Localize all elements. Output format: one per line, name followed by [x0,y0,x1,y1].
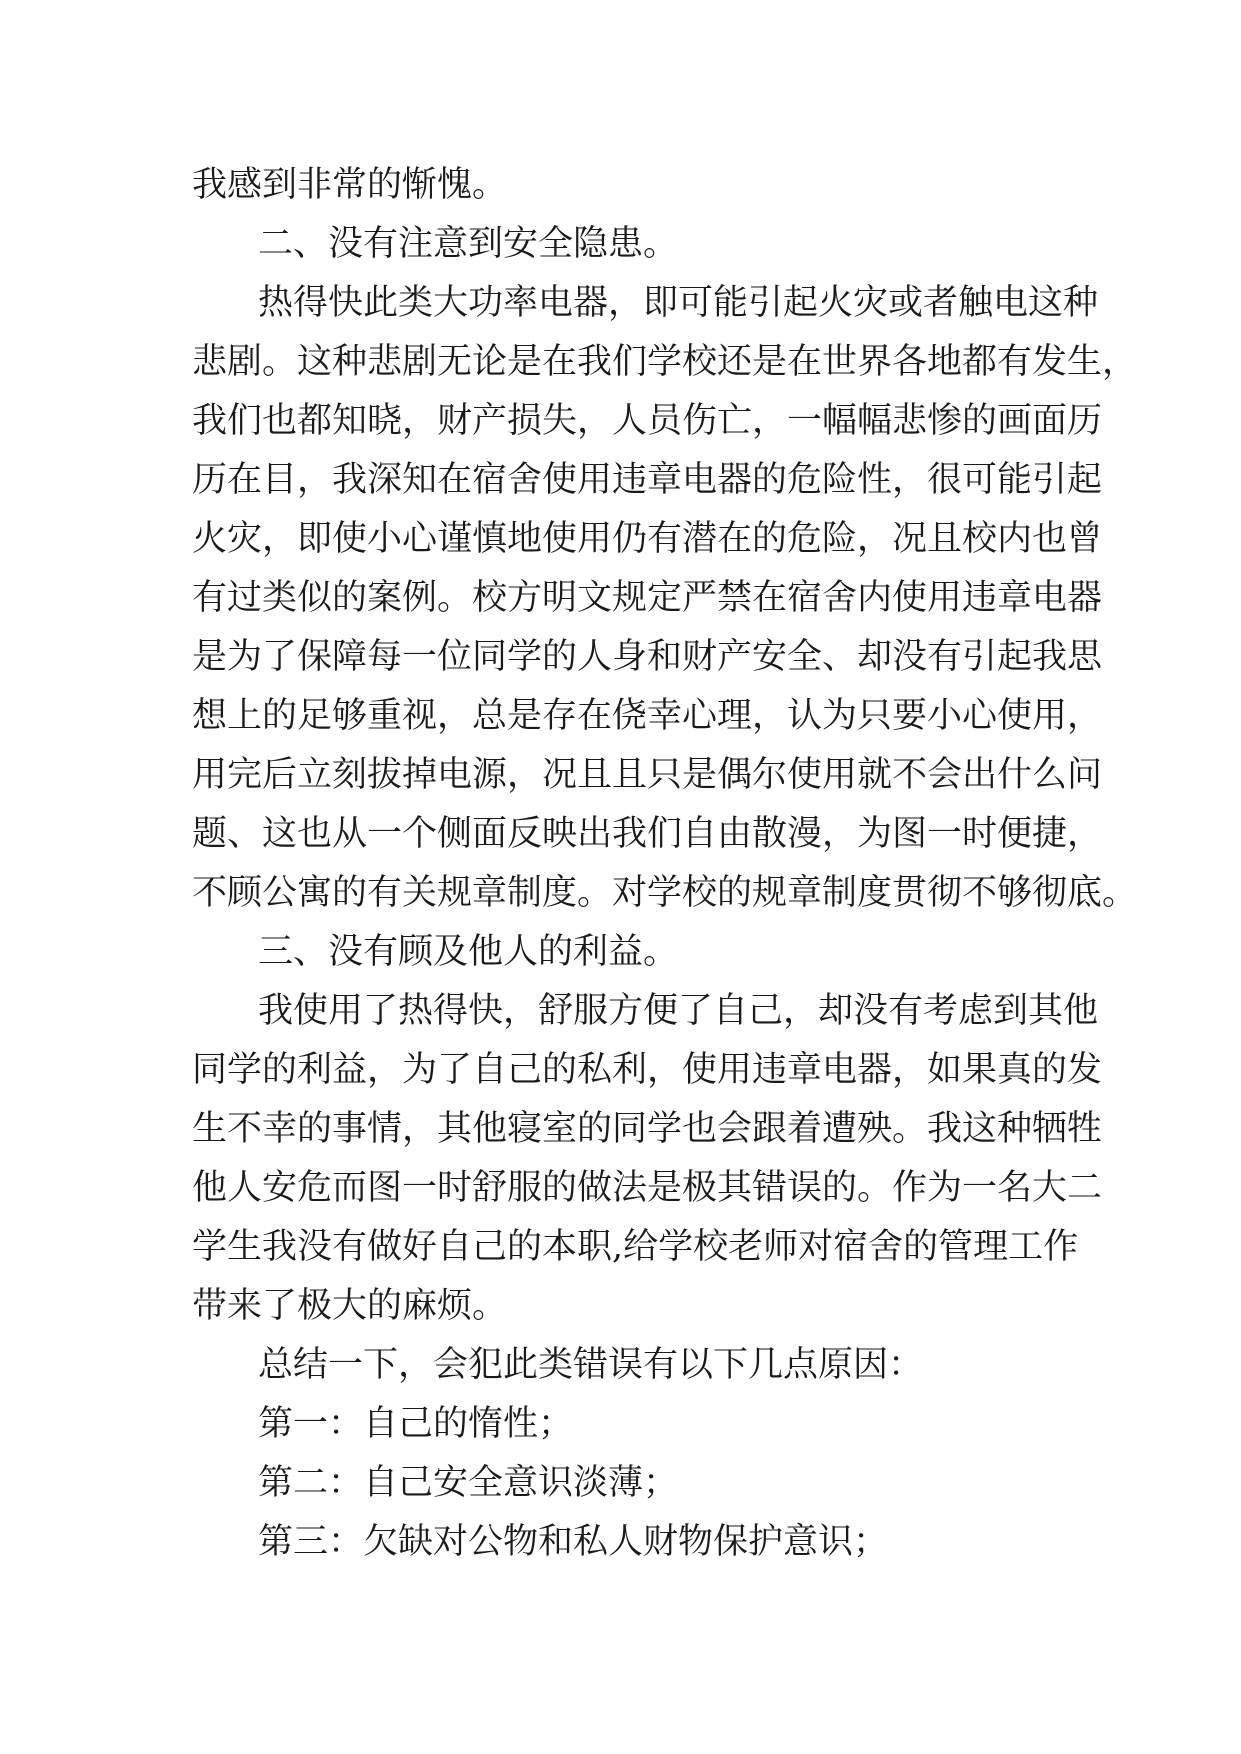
text-line: 生不幸的事情，其他寝室的同学也会跟着遭殃。我这种牺牲 [192,1109,1103,1149]
text-line: 二、没有注意到安全隐患。 [258,224,679,264]
text-line: 悲剧。这种悲剧无论是在我们学校还是在世界各地都有发生， [192,342,1138,382]
text-line: 历在目，我深知在宿舍使用违章电器的危险性，很可能引起 [192,460,1103,500]
text-line: 三、没有顾及他人的利益。 [258,932,679,972]
text-line: 第一：自己的惰性； [258,1404,574,1444]
text-line: 同学的利益，为了自己的私利，使用违章电器，如果真的发 [192,1050,1103,1090]
text-line: 带来了极大的麻烦。 [192,1286,508,1326]
text-line: 他人安危而图一时舒服的做法是极其错误的。作为一名大二 [192,1168,1103,1208]
document-body [192,156,1138,1572]
text-line: 有过类似的案例。校方明文规定严禁在宿舍内使用违章电器 [192,578,1103,618]
text-line: 想上的足够重视，总是存在侥幸心理，认为只要小心使用， [192,696,1103,736]
text-line: 不顾公寓的有关规章制度。对学校的规章制度贯彻不够彻底。 [192,873,1138,913]
text-line: 热得快此类大功率电器，即可能引起火灾或者触电这种 [258,283,1099,323]
text-line: 题、这也从一个侧面反映出我们自由散漫，为图一时便捷， [192,814,1103,854]
text-line: 第二：自己安全意识淡薄； [258,1463,679,1503]
text-line: 我使用了热得快，舒服方便了自己，却没有考虑到其他 [258,991,1099,1031]
text-line: 用完后立刻拔掉电源，况且且只是偶尔使用就不会出什么问 [192,755,1103,795]
text-line: 第三：欠缺对公物和私人财物保护意识； [258,1522,889,1562]
text-line: 总结一下，会犯此类错误有以下几点原因： [258,1345,924,1385]
text-line: 学生我没有做好自己的本职,给学校老师对宿舍的管理工作 [192,1227,1079,1267]
text-line: 我感到非常的惭愧。 [192,165,508,205]
text-line: 火灾，即使小心谨慎地使用仍有潜在的危险，况且校内也曾 [192,519,1103,559]
text-line: 是为了保障每一位同学的人身和财产安全、却没有引起我思 [192,637,1103,677]
text-line: 我们也都知晓，财产损失，人员伤亡，一幅幅悲惨的画面历 [192,401,1103,441]
